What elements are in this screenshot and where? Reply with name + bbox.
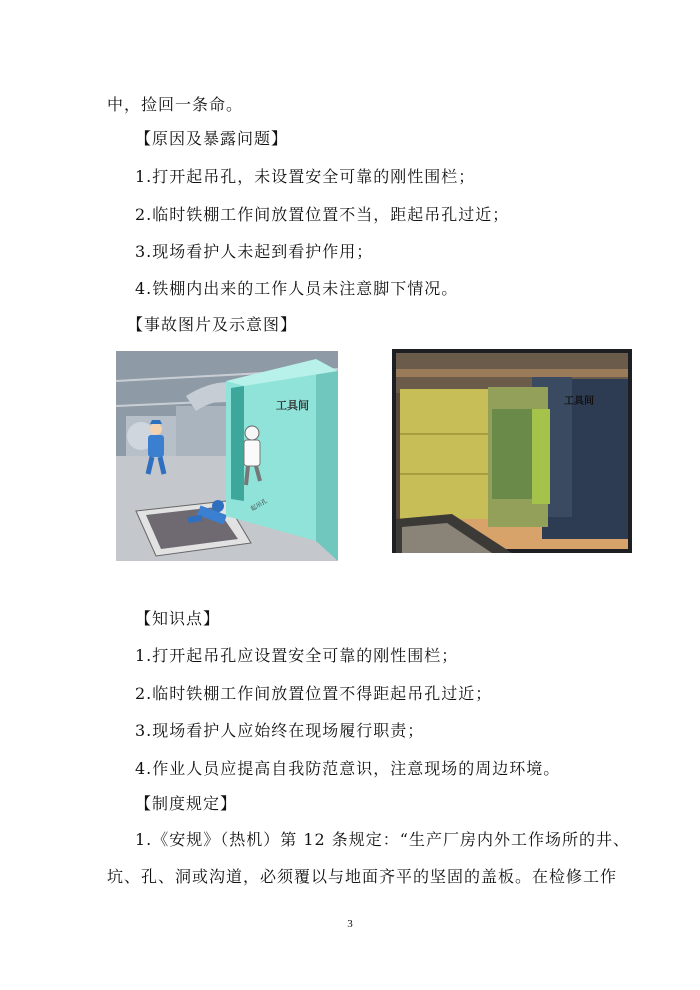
- knowledge-item: 3.现场看护人应始终在现场履行职责；: [135, 721, 425, 740]
- knowledge-item: 2.临时铁棚工作间放置位置不得距起吊孔过近；: [135, 684, 493, 703]
- intro-line: 中，捡回一条命。: [107, 95, 244, 114]
- illustration-room-label: 工具间: [276, 399, 309, 412]
- cause-item: 1.打开起吊孔，未设置安全可靠的刚性围栏；: [135, 167, 476, 186]
- knowledge-item: 1.打开起吊孔应设置安全可靠的刚性围栏；: [135, 646, 459, 665]
- knowledge-item: 4.作业人员应提高自我防范意识，注意现场的周边环境。: [135, 759, 561, 778]
- regulation-line: 1.《安规》（热机）第 12 条规定：“生产厂房内外工作场所的井、: [135, 830, 630, 849]
- regulation-line: 坑、孔、洞或沟道，必须覆以与地面齐平的坚固的盖板。在检修工作: [107, 867, 618, 886]
- photo-room-label: 工具间: [564, 396, 594, 407]
- figures-heading: 【事故图片及示意图】: [127, 315, 298, 334]
- page-number: 3: [347, 918, 353, 930]
- cause-item: 2.临时铁棚工作间放置位置不当，距起吊孔过近；: [135, 205, 510, 224]
- regulations-heading: 【制度规定】: [135, 794, 238, 813]
- illustration-hole-label: 起吊孔: [249, 497, 269, 513]
- accident-illustration: [116, 351, 338, 561]
- causes-heading: 【原因及暴露问题】: [135, 129, 289, 148]
- accident-photo: [392, 349, 632, 553]
- cause-item: 4.铁棚内出来的工作人员未注意脚下情况。: [135, 279, 459, 298]
- knowledge-heading: 【知识点】: [135, 609, 221, 628]
- cause-item: 3.现场看护人未起到看护作用；: [135, 242, 374, 261]
